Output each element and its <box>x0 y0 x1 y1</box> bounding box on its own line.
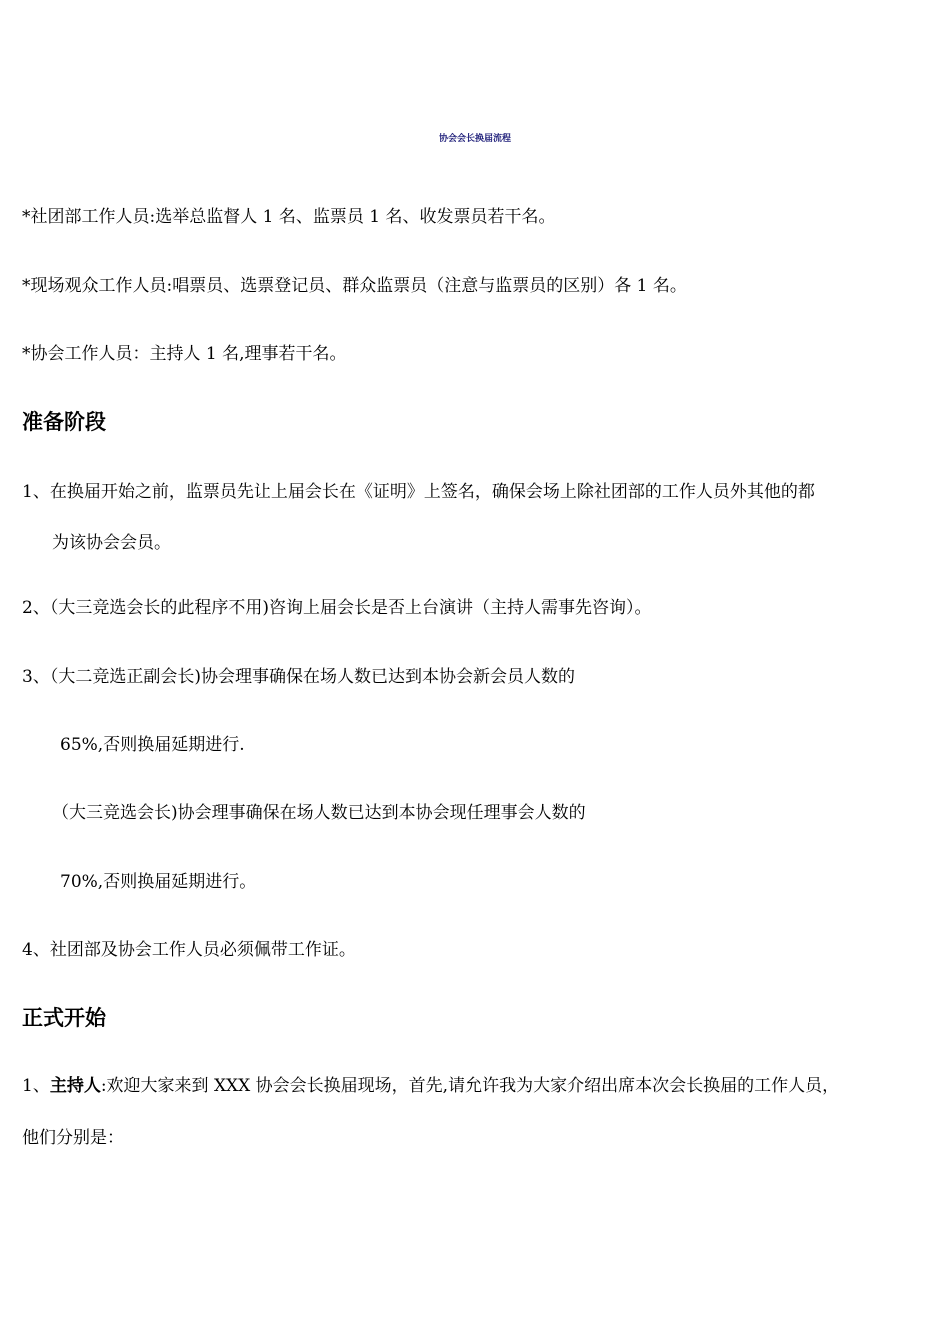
heading-start: 正式开始 <box>22 1006 106 1030</box>
start-item-1 <box>22 1074 839 1098</box>
prepare-item-3-alt-cont: 70%,否则换届延期进行。 <box>60 872 257 892</box>
prepare-item-2: 2、（大三竞选会长的此程序不用)咨询上届会长是否上台演讲（主持人需事先咨询）。 <box>22 598 652 618</box>
staff-line-2: *现场观众工作人员:唱票员、选票登记员、群众监票员（注意与监票员的区别）各 1 名。 <box>22 276 687 296</box>
heading-prepare: 准备阶段 <box>22 410 106 434</box>
host-label: 主持人 <box>49 1076 101 1096</box>
start-item-1-cont: 他们分别是： <box>22 1128 124 1148</box>
prepare-item-1: 1、在换届开始之前，监票员先让上届会长在《证明》上签名，确保会场上除社团部的工作人员外其他的都 <box>22 482 815 502</box>
document-title: 协会会长换届流程 <box>438 134 511 144</box>
prepare-item-3: 3、（大二竞选正副会长)协会理事确保在场人数已达到本协会新会员人数的 <box>22 667 575 687</box>
prepare-item-3-cont: 65%,否则换届延期进行. <box>60 735 245 755</box>
prepare-item-3-alt: （大三竞选会长)协会理事确保在场人数已达到本协会现任理事会人数的 <box>52 803 586 823</box>
start-item-1-number: 1、 <box>22 1076 50 1096</box>
staff-line-1: *社团部工作人员:选举总监督人 1 名、监票员 1 名、收发票员若干名。 <box>22 207 556 227</box>
start-item-1-text: :欢迎大家来到 XXX 协会会长换届现场，首先,请允许我为大家介绍出席本次会长换届的工作人员， <box>100 1076 840 1096</box>
staff-line-3: *协会工作人员：主持人 1 名,理事若干名。 <box>22 344 347 364</box>
prepare-item-1-cont: 为该协会会员。 <box>52 533 171 553</box>
prepare-item-4: 4、社团部及协会工作人员必须佩带工作证。 <box>22 940 356 960</box>
